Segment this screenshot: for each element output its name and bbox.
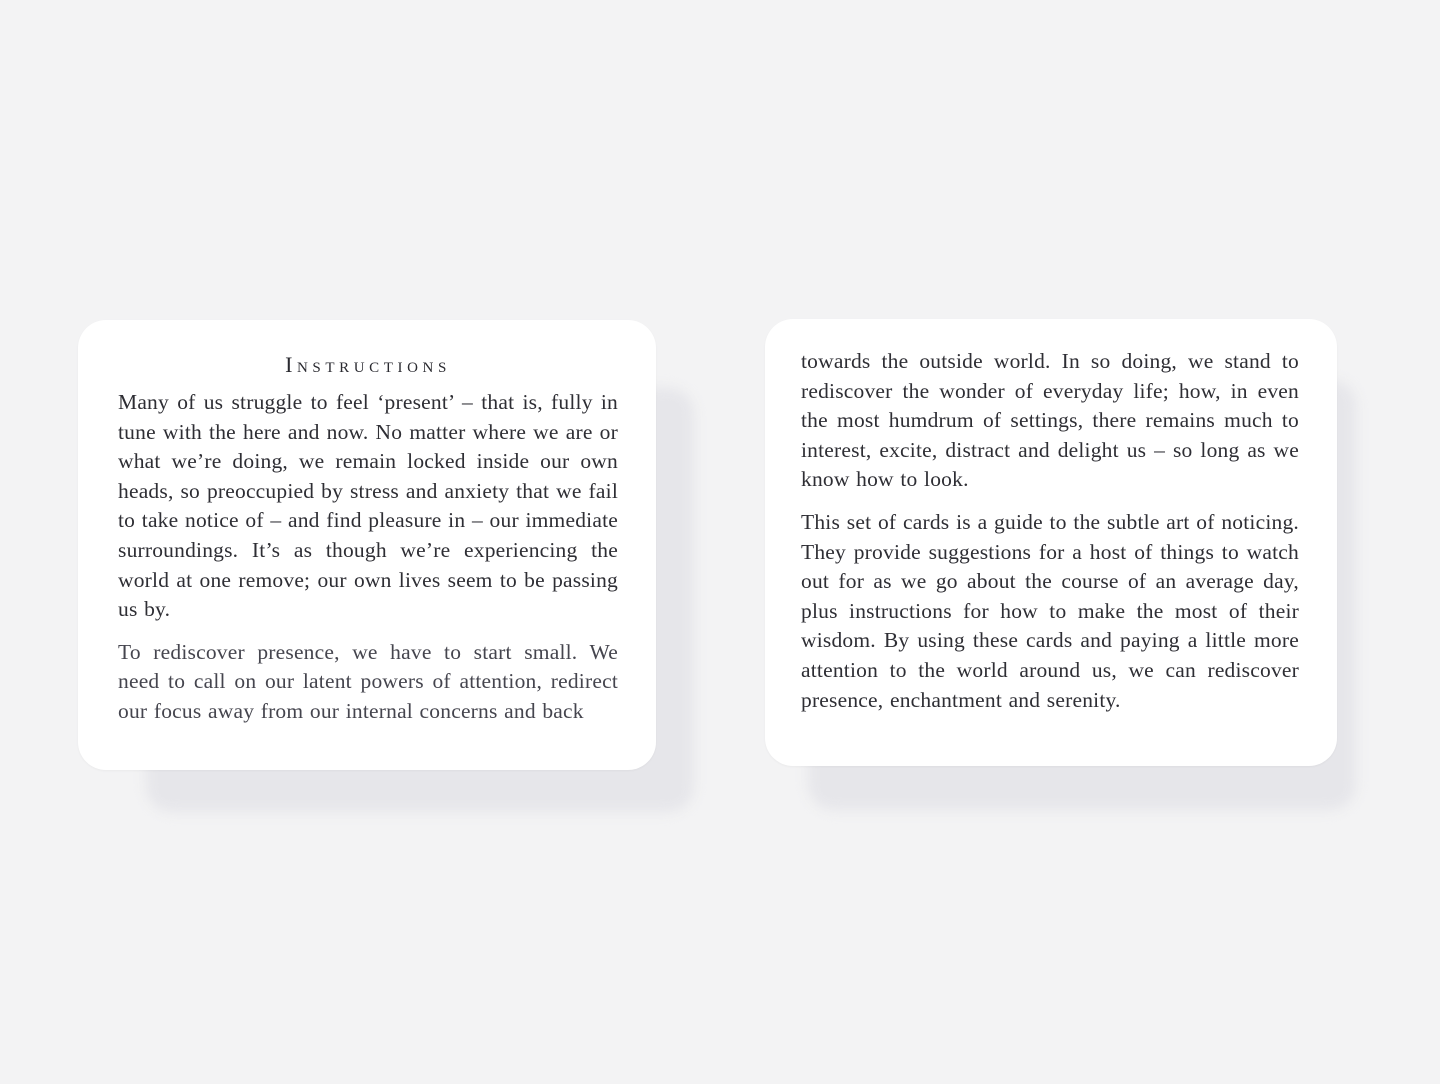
card-title: Instructions bbox=[285, 352, 451, 377]
card-paragraph: Many of us struggle to feel ‘present’ – that is, fully in tune with the here and now. No matter where we are or what we’re doing, we remain locked inside our own heads, so preoccupied by stress and anxiety that we fail to take notice of – and find pleasure in – our immediate surroundings. It’s as though we’re experiencing the world at one remove; our own lives seem to be passing us by. bbox=[118, 390, 618, 622]
instructions-card-back bbox=[765, 319, 1337, 766]
instructions-card-front bbox=[78, 320, 656, 770]
card-paragraph: towards the outside world. In so doing, we stand to rediscover the wonder of everyday life; how, in even the most humdrum of settings, there remains much to interest, excite, distract and delight us – so long as we know how to look. bbox=[801, 349, 1299, 492]
card-paragraph: To rediscover presence, we have to start small. We need to call on our latent powers of attention, redirect our focus away from our internal concerns and back bbox=[118, 639, 618, 723]
card-paragraph: This set of cards is a guide to the subtle art of noticing. They provide suggestions for a host of things to watch out for as we go about the course of an average day, plus instructions for how to make the most of their wisdom. By using these cards and paying a little more attention to the world around us, we can rediscover presence, enchantment and serenity. bbox=[801, 509, 1299, 712]
